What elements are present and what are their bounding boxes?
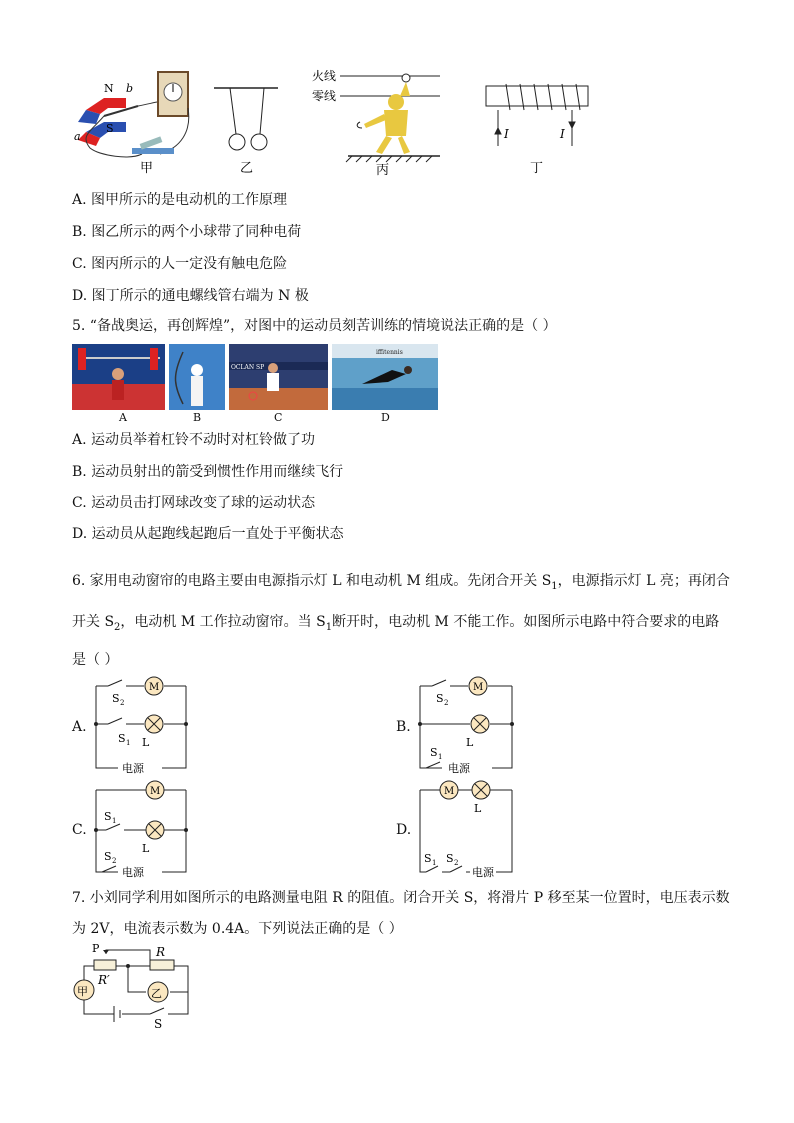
q7-Rp: R′ [98,973,110,987]
q4-option-a[interactable]: A. 图甲所示的是电动机的工作原理 [72,192,288,208]
photo-archery [169,344,225,410]
circuit-b-L: L [466,736,474,749]
photo-c-banner-text: OCLAN SP [231,364,265,371]
circuit-d-S1-sub: 1 [432,859,437,867]
circuit-c-S2: S [104,850,112,863]
circuit-a [92,676,192,776]
circuit-c [92,780,192,880]
circuit-b-power: 电源 [448,762,470,775]
q6-line-1b: ，电源指示灯 L 亮；再闭合 [557,573,730,589]
q7-S: S [154,1017,163,1028]
circuit-b [416,676,516,776]
q4-option-d[interactable]: D. 图丁所示的通电螺线管右端为 N 极 [72,288,309,304]
circuit-a-S2: S [112,692,120,705]
fig-bing-neutral-wire: 零线 [312,89,337,103]
fig-jia-b: b [126,82,134,95]
fig-ding-solenoid [486,84,588,146]
fig-label-yi: 乙 [240,161,254,176]
circuit-d-S1: S [424,852,432,865]
q6-line-2a: 开关 S [72,614,115,630]
q7-circuit [70,940,200,1028]
photo-tennis [229,344,328,410]
q7-R: R [156,945,166,959]
circuit-c-S2-sub: 2 [112,857,117,865]
fig-label-jia: 甲 [140,161,154,176]
circuit-d-M: M [444,786,455,797]
q6-line-1a: 6. 家用电动窗帘的电路主要由电源指示灯 L 和电动机 M 组成。先闭合开关 S [72,573,552,589]
q6-line-2 [72,612,719,638]
fig-jia-apparatus [78,72,189,157]
fig-jia-N: N [104,82,114,95]
q7-line-1: 7. 小刘同学利用如图所示的电路测量电阻 R 的阻值。闭合开关 S，将滑片 P 移至某一位置时，电压表示数 [72,890,730,906]
q5-stem: 5. “备战奥运，再创辉煌”，对图中的运动员刻苦训练的情境说法正确的是（ ） [72,318,557,334]
q6-option-d-letter[interactable]: D. [396,822,412,838]
q6-option-c-letter[interactable]: C. [72,822,87,838]
q6-line-2b: ，电动机 M 工作拉动窗帘。当 S [120,614,326,630]
photo-sprinter [332,344,438,410]
q6-sub-s1b: 1 [325,621,333,633]
q6-option-a-letter[interactable]: A. [72,719,87,735]
circuit-a-S2-sub: 2 [120,699,125,707]
circuit-c-S1: S [104,810,112,823]
fig-ding-current-right: I [560,127,565,141]
q6-line-2c: 断开时，电动机 M 不能工作。如图所示电路中符合要求的电路 [332,614,720,630]
q7-yi: 乙 [151,987,162,1000]
q6-sub-s2: 2 [114,621,121,633]
q7-line-2: 为 2V，电流表示数为 0.4A。下列说法正确的是（ ） [72,921,403,937]
photo-d-banner-text: iffitennis [376,349,403,356]
q5-option-b[interactable]: B. 运动员射出的箭受到惯性作用而继续飞行 [72,464,344,480]
q4-figure-row [60,62,620,178]
circuit-c-power: 电源 [122,866,144,879]
q6-option-b-letter[interactable]: B. [396,719,411,735]
q5-option-a[interactable]: A. 运动员举着杠铃不动时对杠铃做了功 [72,432,316,448]
q7-jia: 甲 [77,985,88,998]
photo-label-a: A [119,411,127,424]
fig-bing-person [340,74,440,162]
circuit-b-M: M [473,682,484,693]
photo-label-d: D [381,411,390,424]
circuit-d-L: L [474,802,482,815]
circuit-b-S1-sub: 1 [438,753,443,761]
circuit-a-power: 电源 [122,762,144,775]
fig-bing-live-wire: 火线 [312,69,337,83]
circuit-b-S2-sub: 2 [444,699,449,707]
fig-label-bing: 丙 [376,163,390,178]
circuit-b-S1: S [430,746,438,759]
fig-ding-current-left: I [504,127,509,141]
q4-option-c[interactable]: C. 图丙所示的人一定没有触电危险 [72,256,288,272]
circuit-a-S1-sub: 1 [126,739,131,747]
circuit-d [416,780,516,880]
q4-option-b[interactable]: B. 图乙所示的两个小球带了同种电荷 [72,224,302,240]
circuit-c-M: M [150,786,161,797]
circuit-d-power: 电源 [472,866,494,879]
q6-sub-s1: 1 [551,580,558,592]
q7-P: P [92,942,100,955]
q6-line-3: 是（ ） [72,652,119,668]
photo-label-b: B [193,411,202,424]
circuit-a-S1: S [118,732,126,745]
circuit-c-S1-sub: 1 [112,817,117,825]
q5-option-d[interactable]: D. 运动员从起跑线起跑后一直处于平衡状态 [72,526,344,542]
fig-yi-balls [214,88,278,150]
fig-jia-S: S [106,122,114,135]
circuit-c-L: L [142,842,150,855]
photo-weightlifting [72,344,165,410]
fig-label-ding: 丁 [530,161,544,176]
circuit-b-S2: S [436,692,444,705]
fig-jia-a: a [74,130,81,143]
q6-line-1 [72,571,730,597]
photo-label-c: C [274,411,283,424]
q5-option-c[interactable]: C. 运动员击打网球改变了球的运动状态 [72,495,316,511]
circuit-d-S2-sub: 2 [454,859,459,867]
circuit-a-L: L [142,736,150,749]
circuit-d-S2: S [446,852,454,865]
circuit-a-M: M [149,682,160,693]
